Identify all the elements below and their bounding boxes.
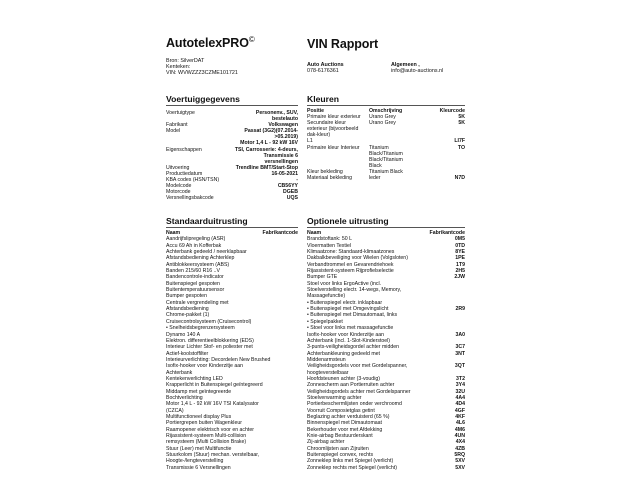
colors-col-header: Kleurcode bbox=[439, 108, 465, 114]
color-code: TO bbox=[457, 144, 465, 151]
optional-divider bbox=[307, 227, 465, 228]
standard-table bbox=[166, 230, 298, 471]
optional-item bbox=[307, 465, 465, 471]
vehicle-label: KBA codes (HSN/TSN) bbox=[166, 177, 220, 184]
doc-title: VIN Rapport bbox=[307, 37, 379, 51]
optional-item-name: Verbandtrommel en Gevarendriehoek bbox=[307, 261, 394, 268]
standard-item-name: Buitentemperatuursensor bbox=[166, 287, 225, 294]
optional-item-code: 5RQ bbox=[454, 452, 465, 459]
optional-item-code: 2R9 bbox=[455, 306, 465, 313]
optional-item-code: 3T2 bbox=[456, 375, 465, 382]
optional-item-name: Zonneklep rechts met Spiegel (verlicht) bbox=[307, 464, 397, 471]
optional-item-name: Chroomlijsten aan Zijruiten bbox=[307, 445, 369, 452]
optional-item-name: Isofix-hooker voor Kinderzitje aan bbox=[307, 331, 384, 338]
optional-item-code: 4ZB bbox=[455, 445, 465, 452]
optional-item-name: Bumper GTE bbox=[307, 274, 338, 281]
optional-item-name: Beglazing achter verduisterd (65 %) bbox=[307, 413, 390, 420]
standard-item-name: Bochtverlichting bbox=[166, 394, 203, 401]
color-row bbox=[307, 145, 465, 169]
report-page bbox=[133, 0, 508, 480]
vehicle-label: Model bbox=[166, 128, 181, 135]
optional-item-code: 3NT bbox=[455, 350, 465, 357]
optional-item-code: 4L6 bbox=[456, 420, 465, 427]
standard-item-name: Aandrijfslipregeling (ASR) bbox=[166, 236, 226, 243]
vin-label: VIN: WVWZZZ3CZME101721 bbox=[166, 70, 238, 77]
standard-item-name: Middamp met geïntegreerde bbox=[166, 388, 232, 395]
standard-item-name: Achterbank bbox=[166, 369, 193, 376]
standard-item-name: Bumper gespoten bbox=[166, 293, 207, 300]
color-code: N7D bbox=[454, 175, 465, 182]
standard-item-name: Raamopener elektrisch voor en achter bbox=[166, 426, 254, 433]
standard-item-name: Transmissie 6 Versnellingen bbox=[166, 464, 231, 471]
vehicle-label: Motorcode bbox=[166, 189, 191, 196]
optional-item-name: Dakbalkbeveiliging voor Wielen (Volgsloten) bbox=[307, 255, 408, 262]
optional-item-code: 4X4 bbox=[455, 439, 465, 446]
standard-item-name: Buitenspiegel gespoten bbox=[166, 280, 220, 287]
optional-item-code: 4KF bbox=[455, 413, 465, 420]
optional-item-name: Stoel voor links ErgoActive (incl. bbox=[307, 280, 382, 287]
standard-item bbox=[166, 465, 298, 471]
vehicle-value: Personenv., SUV, bestelauto bbox=[255, 110, 298, 123]
colors-col-header: Omschrijving bbox=[369, 108, 403, 114]
optional-col-code: Fabrikantcode bbox=[429, 230, 465, 236]
standard-item-name: Antiblokkeersysteem (ABS) bbox=[166, 261, 230, 268]
vehicle-value: 16-05-2021 bbox=[271, 170, 298, 177]
vehicle-value: UQS bbox=[286, 195, 298, 202]
optional-item-code: 32U bbox=[455, 388, 465, 395]
vehicle-label: Voertuigtype bbox=[166, 110, 195, 116]
color-description: Urano Grey bbox=[369, 120, 396, 127]
vehicle-label: Modelcode bbox=[166, 183, 192, 190]
vehicle-heading: Voertuiggegevens bbox=[166, 94, 240, 104]
colors-heading: Kleuren bbox=[307, 94, 339, 104]
color-description: Urano Grey bbox=[369, 114, 396, 121]
standard-item-name: Hoogte-/lengteverstelling bbox=[166, 458, 224, 465]
optional-item-name: Veiligheidsgordels voor met Gordelspanner, bbox=[307, 363, 408, 370]
vehicle-value: Passat (3G2)(07.2014->05.2019) bbox=[244, 128, 298, 141]
optional-item-code: 3QT bbox=[454, 363, 465, 370]
optional-item-name: hoogteverstelbaar bbox=[307, 369, 349, 376]
standard-item-name: Actief-koolstoffilter bbox=[166, 350, 209, 357]
optional-item-name: Knie-airbag Bestuurderskant bbox=[307, 433, 373, 439]
vehicle-row bbox=[166, 147, 298, 165]
standard-item-name: Multifunctioneel display Plus bbox=[166, 413, 232, 420]
optional-item-code: 1PE bbox=[455, 255, 465, 262]
color-description: Titanium Black/Titanium Black/Titanium Black bbox=[369, 144, 403, 169]
vehicle-divider bbox=[166, 105, 298, 106]
vehicle-table bbox=[166, 110, 298, 201]
vehicle-value: CB56YY bbox=[277, 183, 298, 190]
standard-list bbox=[166, 236, 298, 471]
vehicle-value: Motor 1,4 L - 92 kW 16V bbox=[240, 140, 298, 147]
standard-item-name: Cruisecontrolsysteem (Cruisecontrol) bbox=[166, 318, 252, 325]
optional-item-code: 3Y4 bbox=[455, 382, 465, 389]
standard-item-name: Motor 1,4 L - 92 kW 16V TSI Katalysator bbox=[166, 401, 259, 408]
brand-title: AutotelexPRO© bbox=[166, 35, 255, 51]
vehicle-value: DGEB bbox=[283, 189, 298, 196]
vehicle-label: Uitvoering bbox=[166, 164, 190, 171]
colors-table bbox=[307, 108, 465, 181]
standard-col-code: Fabrikantcode bbox=[262, 230, 298, 236]
optional-item-code: 4D4 bbox=[455, 401, 465, 408]
company-name: Auto Auctions bbox=[307, 62, 344, 68]
optional-heading: Optionele uitrusting bbox=[307, 216, 389, 226]
optional-item-code: 5XV bbox=[455, 464, 465, 471]
standard-col-name: Naam bbox=[166, 230, 181, 236]
colors-divider bbox=[307, 105, 465, 106]
standard-item-name: (CZCA) bbox=[166, 407, 184, 414]
standard-item bbox=[166, 300, 298, 313]
optional-item-name: • Stoel voor links met massagefunctie bbox=[307, 325, 394, 332]
optional-item-code: 8YE bbox=[455, 249, 465, 256]
optional-item-code: 0M5 bbox=[454, 236, 465, 243]
color-code: LI7F bbox=[454, 138, 465, 145]
vehicle-row bbox=[166, 195, 298, 201]
company-phone: 078-6176361 bbox=[307, 68, 339, 75]
standard-item-name: Chrome-pakket (1) bbox=[166, 312, 210, 319]
optional-item-name: Veiligheidsgordels achter met Gordelspanner bbox=[307, 388, 411, 395]
optional-list bbox=[307, 236, 465, 471]
optional-item-code: 1T9 bbox=[456, 261, 465, 268]
optional-item-name: Rijassistent-systeem Rijprofielselectie bbox=[307, 268, 394, 275]
source-label: Bron: SilverDAT bbox=[166, 58, 205, 64]
optional-item-name: Stoelverstelling electr. 14-wegs, Memory, bbox=[307, 287, 402, 294]
standard-item-name: Elektron. differentieelblokkering (EDS) bbox=[166, 337, 254, 344]
optional-item-name: • Buitenspiegel electr. inklapbaar bbox=[307, 299, 383, 306]
vehicle-label: Eigenschappen bbox=[166, 146, 202, 153]
standard-item-name: Isofix-hooker voor Kinderzitje aan bbox=[166, 363, 243, 370]
optional-item-code: 5XV bbox=[455, 458, 465, 465]
standard-item-name: remsysteem (Multi Collision Brake) bbox=[166, 439, 247, 446]
optional-item-name: • Spiegelpakket bbox=[307, 318, 343, 325]
standard-item-name: Banden 215/60 R16 ..V bbox=[166, 268, 220, 275]
vehicle-value: TSI, Carrosserie: 4-deurs, Transmissie 6 versnellingen bbox=[234, 146, 298, 165]
vehicle-label: Productiedatum bbox=[166, 170, 203, 177]
color-row bbox=[307, 120, 465, 138]
header-meta bbox=[166, 58, 238, 77]
optional-item-code: 3C7 bbox=[455, 344, 465, 351]
vehicle-row bbox=[166, 128, 298, 140]
standard-item-name: Centrale vergrendeling met Afstandsbediening bbox=[166, 299, 229, 313]
optional-item-code: 0TD bbox=[455, 242, 465, 249]
vehicle-row bbox=[166, 110, 298, 122]
company-info bbox=[307, 62, 344, 74]
general-label: Algemeen , bbox=[391, 62, 420, 68]
optional-item-code: 2JW bbox=[454, 274, 465, 281]
standard-item-name: Stuurkolom (Stuur) mechan. verstelbaar, bbox=[166, 452, 260, 459]
optional-item-code: 3A0 bbox=[455, 331, 465, 338]
optional-item-name: Massagefunctie) bbox=[307, 293, 346, 300]
optional-item-name: Voorruit Composietglas getint bbox=[307, 407, 375, 414]
standard-item-name: Interieurverlichting: Decordelen New Brushed bbox=[166, 356, 271, 363]
optional-col-name: Naam bbox=[307, 230, 322, 236]
optional-item-name: Middenarmsteun bbox=[307, 356, 346, 363]
color-position: L1 bbox=[307, 138, 313, 145]
colors-col-header: Positie bbox=[307, 108, 325, 114]
optional-item-name: Hoofdsteunen achter (3-voudig) bbox=[307, 375, 380, 382]
standard-item-name: Krapperlicht in Buitenspiegel geïntegreerd bbox=[166, 382, 263, 389]
color-description: Titanium Black bbox=[369, 168, 403, 175]
optional-item-name: • Buitenspiegel met Dimautomaat, links bbox=[307, 312, 398, 319]
standard-item-name: Kentekenverlichting LED bbox=[166, 375, 223, 382]
color-position: Materiaal bekleding bbox=[307, 175, 352, 182]
standard-item-name: Accu 69 Ah in Kofferbak bbox=[166, 242, 222, 249]
color-code: 5K bbox=[458, 114, 465, 121]
optional-item-name: Achterbank (incl. 1-Slot-Kinderstoel) bbox=[307, 337, 391, 344]
standard-heading: Standaarduitrusting bbox=[166, 216, 248, 226]
optional-item-code: 4M6 bbox=[454, 426, 465, 433]
optional-item-name: Stoelverwarming achter bbox=[307, 394, 362, 401]
optional-item-name: Zonneklep links met Spiegel (verlicht) bbox=[307, 458, 394, 465]
color-position: Secundaire kleur exterieur (bijvoorbeeld dak-kleur) bbox=[307, 120, 359, 139]
standard-item-name: Portiergrepen buiten Wagenkleur bbox=[166, 420, 242, 427]
optional-item-code: 4A4 bbox=[455, 394, 465, 401]
optional-item-code: 4GF bbox=[454, 407, 465, 414]
standard-item-name: Rijassistent-systeem Multi-collision bbox=[166, 433, 247, 439]
color-code: 5K bbox=[458, 120, 465, 127]
optional-item-name: Achterbankleuning gedeeld met bbox=[307, 350, 380, 357]
optional-item-name: Brandstoftank: 50 L bbox=[307, 236, 352, 243]
standard-item-name: Dynamo 140 A bbox=[166, 331, 201, 338]
vehicle-value: Trendline BMT/Start-Stop bbox=[235, 164, 298, 171]
optional-item-name: Binnenspiegel met Dimautomaat bbox=[307, 420, 382, 427]
optional-item-name: Klimaatzone: Standaard-klimaatzones bbox=[307, 249, 395, 256]
optional-item-name: Zij-airbag achter bbox=[307, 439, 345, 446]
optional-item-name: Vloermatten Textiel bbox=[307, 242, 352, 249]
contact-info bbox=[391, 62, 443, 74]
standard-item-name: Stuur (Leer) met Multifunctie bbox=[166, 445, 232, 452]
optional-item-name: Buitenspiegel convex, rechts bbox=[307, 452, 374, 459]
color-position: Primaire kleur exterieur bbox=[307, 114, 361, 121]
standard-item-name: Bandencontrole-indicator bbox=[166, 274, 224, 281]
optional-item-code: 4UN bbox=[454, 433, 465, 439]
standard-item-name: Afstandsbediening Achterklep bbox=[166, 255, 235, 262]
optional-table bbox=[307, 230, 465, 471]
standard-item-name: Interieur Lichter Stof- en poliester met bbox=[166, 344, 253, 351]
optional-item-name: 3-punts-veiligheidsgordel achter midden bbox=[307, 344, 399, 351]
color-position: Kleur bekleding bbox=[307, 168, 343, 175]
plate-label: Kenteken: bbox=[166, 64, 191, 71]
vehicle-label: Versnellingsbakcode bbox=[166, 195, 214, 202]
optional-item-name: • Buitenspiegel met Omgevingslicht bbox=[307, 306, 389, 313]
vehicle-value: - bbox=[296, 177, 298, 184]
standard-item-name: Achterbank gedeeld / neerklapbaar bbox=[166, 249, 247, 256]
color-row bbox=[307, 175, 465, 181]
standard-divider bbox=[166, 227, 298, 228]
vehicle-value: Volkswagen bbox=[268, 122, 298, 129]
color-description: leder bbox=[369, 175, 381, 182]
contact-email: info@auto-auctions.nl bbox=[391, 68, 444, 75]
optional-item-name: Bekerhouder voor met Afdekking bbox=[307, 426, 383, 433]
vehicle-label: Fabrikant bbox=[166, 122, 188, 129]
optional-item-name: Portierbeschermlijsten onder verchroomd bbox=[307, 401, 402, 408]
color-position: Primaire kleur Interieur bbox=[307, 144, 360, 151]
optional-item-code: 2H5 bbox=[455, 268, 465, 275]
standard-item-name: • Snelheidsbegrenzersysteem bbox=[166, 325, 235, 332]
optional-item-name: Zonnescherm aan Portierruiten achter bbox=[307, 382, 395, 389]
